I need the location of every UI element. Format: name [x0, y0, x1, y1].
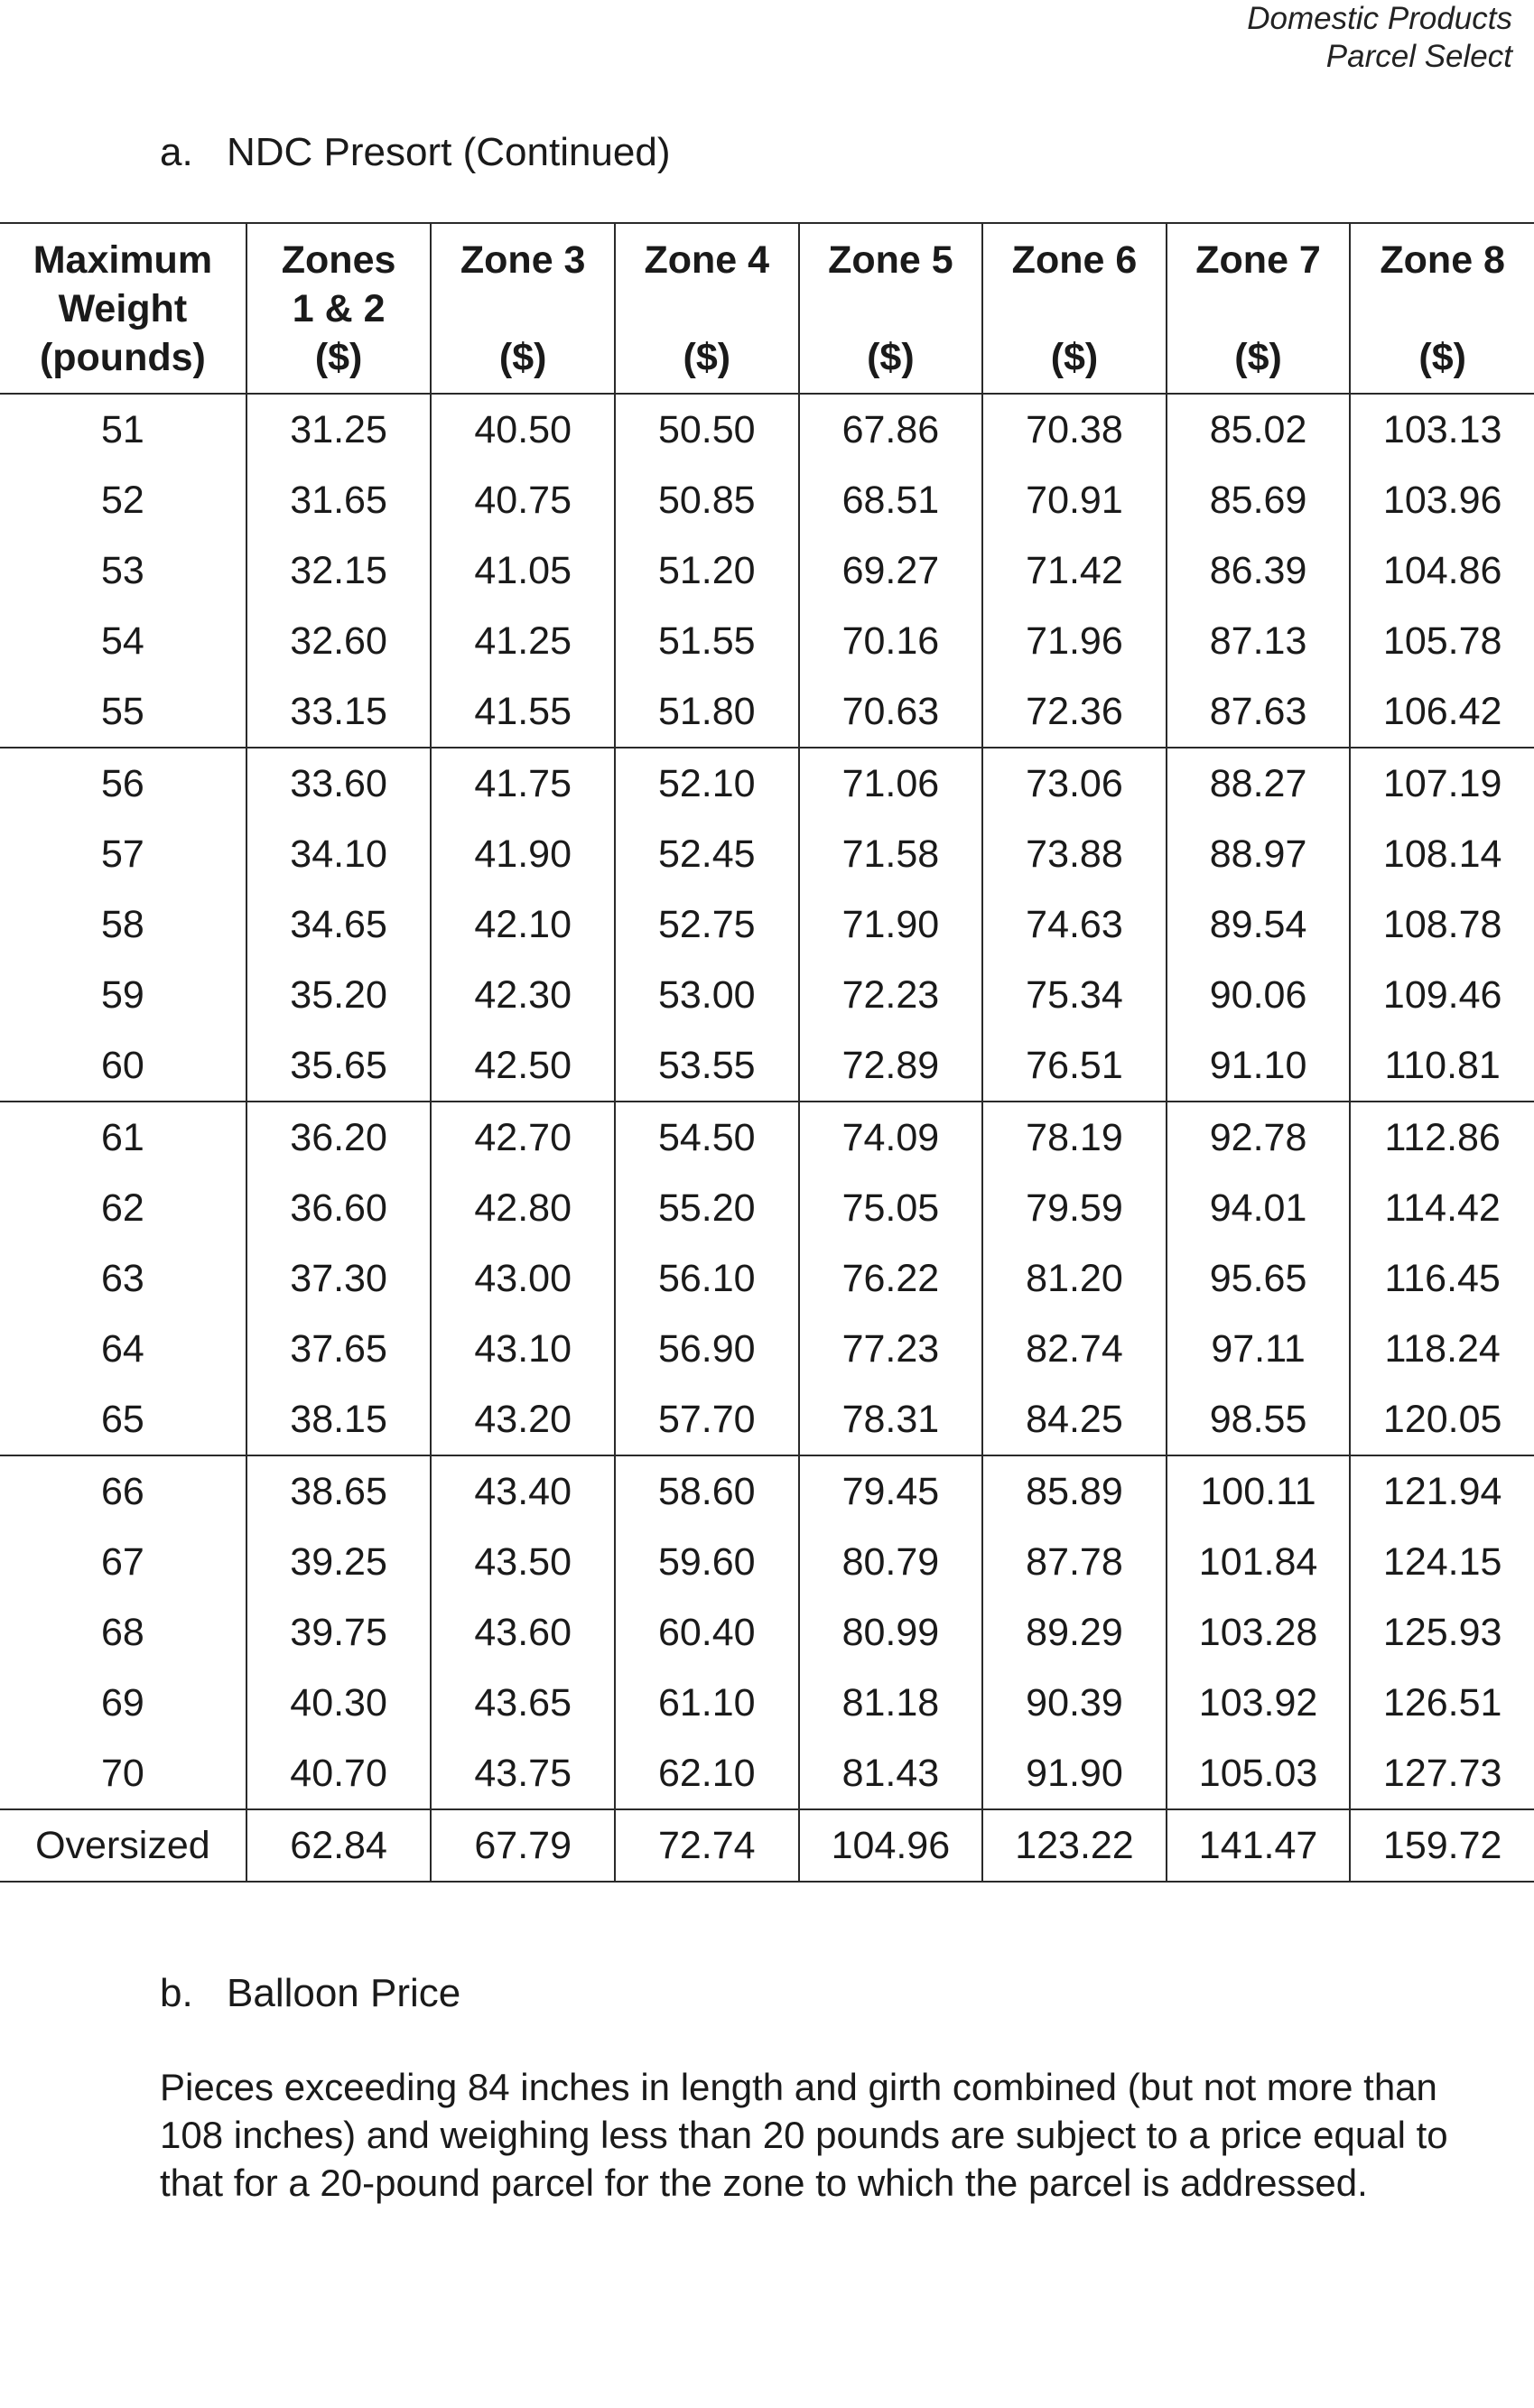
price-cell: 53.55 [615, 1030, 799, 1102]
price-cell: 41.90 [431, 819, 615, 889]
price-cell: 41.25 [431, 606, 615, 676]
price-cell: 126.51 [1350, 1668, 1534, 1738]
price-cell: 43.65 [431, 1668, 615, 1738]
weight-cell: 69 [100, 1681, 144, 1725]
price-cell: 33.15 [246, 676, 432, 748]
price-cell: 58.60 [615, 1455, 799, 1527]
section-a-title: NDC Presort (Continued) [227, 130, 671, 174]
price-cell: 52.10 [615, 748, 799, 819]
price-cell: 35.20 [246, 960, 432, 1030]
price-cell: 71.58 [799, 819, 983, 889]
table-row [0, 1455, 1534, 1527]
price-cell: 103.28 [1167, 1597, 1351, 1668]
column-header-line [1167, 285, 1350, 332]
price-cell: 159.72 [1350, 1809, 1534, 1882]
weight-cell: 53 [100, 549, 144, 592]
weight-cell: 65 [0, 1384, 246, 1455]
price-cell: 86.39 [1167, 535, 1351, 606]
price-cell: 98.55 [1167, 1384, 1351, 1455]
price-cell: 118.24 [1350, 1314, 1534, 1384]
table-row [0, 1527, 1534, 1597]
price-cell: 75.34 [982, 960, 1167, 1030]
table-row [0, 1030, 1534, 1102]
price-cell: 80.99 [799, 1597, 983, 1668]
price-cell: 61.10 [615, 1668, 799, 1738]
price-cell: 51.80 [615, 676, 799, 748]
price-cell: 71.06 [799, 748, 983, 819]
column-header-line: (pounds) [39, 335, 206, 379]
column-header-line: ($) [314, 335, 363, 379]
price-cell: 100.11 [1167, 1455, 1351, 1527]
price-cell: 50.85 [615, 465, 799, 535]
price-cell: 38.65 [246, 1455, 432, 1527]
price-cell: 85.89 [982, 1455, 1167, 1527]
section-a-marker: a. [160, 130, 193, 174]
price-cell: 37.30 [246, 1243, 432, 1314]
table-row [0, 748, 1534, 819]
price-cell: 74.09 [799, 1102, 983, 1173]
weight-cell: 54 [100, 619, 144, 663]
price-cell: 70.38 [982, 394, 1167, 465]
price-cell: 32.15 [246, 535, 432, 606]
price-cell: 36.60 [246, 1173, 432, 1243]
column-header [799, 223, 983, 394]
price-cell: 31.25 [246, 394, 432, 465]
price-cell: 90.06 [1167, 960, 1351, 1030]
price-cell: 62.10 [615, 1738, 799, 1809]
table-row [0, 1384, 1534, 1455]
column-header [246, 223, 432, 394]
weight-cell: Oversized [0, 1809, 246, 1882]
price-cell: 103.96 [1350, 465, 1534, 535]
column-header-line [1351, 285, 1534, 332]
price-cell: 68.51 [799, 465, 983, 535]
price-cell: 80.79 [799, 1527, 983, 1597]
price-cell: 33.60 [246, 748, 432, 819]
price-cell: 107.19 [1350, 748, 1534, 819]
price-cell: 104.96 [799, 1809, 983, 1882]
price-cell: 120.05 [1350, 1384, 1534, 1455]
column-header-line: Zone 6 [1011, 237, 1138, 282]
price-cell: 85.02 [1167, 394, 1351, 465]
column-header [1350, 223, 1534, 394]
column-header [982, 223, 1167, 394]
price-cell: 78.19 [982, 1102, 1167, 1173]
price-cell: 74.63 [982, 889, 1167, 960]
price-cell: 104.86 [1350, 535, 1534, 606]
table-row [0, 1243, 1534, 1314]
price-cell: 92.78 [1167, 1102, 1351, 1173]
column-header [0, 223, 246, 394]
price-cell: 43.50 [431, 1527, 615, 1597]
price-cell: 34.10 [246, 819, 432, 889]
column-header-line: ($) [498, 335, 547, 379]
price-cell: 73.88 [982, 819, 1167, 889]
price-cell: 70.91 [982, 465, 1167, 535]
column-header-line: Maximum [33, 237, 213, 282]
price-cell: 105.03 [1167, 1738, 1351, 1809]
price-cell: 39.25 [246, 1527, 432, 1597]
table-row [0, 1738, 1534, 1809]
price-cell: 41.75 [431, 748, 615, 819]
price-cell: 78.31 [799, 1384, 983, 1455]
price-cell: 39.75 [246, 1597, 432, 1668]
price-cell: 43.40 [431, 1455, 615, 1527]
price-cell: 36.20 [246, 1102, 432, 1173]
table-row [0, 676, 1534, 748]
weight-cell: 64 [100, 1327, 144, 1371]
price-cell: 94.01 [1167, 1173, 1351, 1243]
price-cell: 35.65 [246, 1030, 432, 1102]
table-row [0, 889, 1534, 960]
price-cell: 89.29 [982, 1597, 1167, 1668]
column-header-line [432, 285, 614, 332]
price-cell: 90.39 [982, 1668, 1167, 1738]
table-row [0, 1102, 1534, 1173]
price-cell: 69.27 [799, 535, 983, 606]
price-cell: 51.55 [615, 606, 799, 676]
weight-cell: 56 [100, 762, 144, 805]
price-cell: 52.75 [615, 889, 799, 960]
price-cell: 79.59 [982, 1173, 1167, 1243]
price-cell: 85.69 [1167, 465, 1351, 535]
table-row [0, 960, 1534, 1030]
price-cell: 82.74 [982, 1314, 1167, 1384]
rate-table [0, 222, 1534, 1883]
price-cell: 97.11 [1167, 1314, 1351, 1384]
price-cell: 106.42 [1350, 676, 1534, 748]
price-cell: 88.97 [1167, 819, 1351, 889]
table-row [0, 394, 1534, 465]
price-cell: 125.93 [1350, 1597, 1534, 1668]
price-cell: 53.00 [615, 960, 799, 1030]
weight-cell: 51 [100, 408, 144, 451]
price-cell: 121.94 [1350, 1455, 1534, 1527]
column-header-line: Zone 8 [1380, 237, 1505, 282]
weight-cell: 67 [100, 1540, 144, 1584]
price-cell: 110.81 [1350, 1030, 1534, 1102]
price-cell: 81.18 [799, 1668, 983, 1738]
price-cell: 67.79 [431, 1809, 615, 1882]
price-cell: 54.50 [615, 1102, 799, 1173]
table-header-row [0, 223, 1534, 394]
price-cell: 91.10 [1167, 1030, 1351, 1102]
price-cell: 42.50 [431, 1030, 615, 1102]
column-header-line: Zone 3 [460, 237, 586, 282]
header-line-1: Domestic Products [1247, 1, 1512, 36]
header-line-2: Parcel Select [1325, 39, 1512, 74]
price-cell: 124.15 [1350, 1527, 1534, 1597]
column-header [615, 223, 799, 394]
price-cell: 75.05 [799, 1173, 983, 1243]
section-b-title: Balloon Price [227, 1971, 461, 2015]
column-header-line: ($) [683, 335, 731, 379]
price-cell: 108.78 [1350, 889, 1534, 960]
weight-cell: 60 [0, 1030, 246, 1102]
price-cell: 51.20 [615, 535, 799, 606]
price-cell: 105.78 [1350, 606, 1534, 676]
price-cell: 71.96 [982, 606, 1167, 676]
price-cell: 108.14 [1350, 819, 1534, 889]
weight-cell: 59 [100, 973, 144, 1017]
price-cell: 77.23 [799, 1314, 983, 1384]
price-cell: 42.10 [431, 889, 615, 960]
price-cell: 95.65 [1167, 1243, 1351, 1314]
price-cell: 87.78 [982, 1527, 1167, 1597]
price-cell: 141.47 [1167, 1809, 1351, 1882]
price-cell: 76.51 [982, 1030, 1167, 1102]
weight-cell: 70 [0, 1738, 246, 1809]
price-cell: 57.70 [615, 1384, 799, 1455]
price-cell: 127.73 [1350, 1738, 1534, 1809]
price-cell: 70.63 [799, 676, 983, 748]
price-cell: 31.65 [246, 465, 432, 535]
weight-cell: 58 [100, 903, 144, 946]
price-cell: 91.90 [982, 1738, 1167, 1809]
price-cell: 41.05 [431, 535, 615, 606]
table-row [0, 1314, 1534, 1384]
balloon-price-paragraph: Pieces exceeding 84 inches in length and girth combined (but not more than 108 inches) and weighing less than 20 pounds are subject to a price equal to that for a 20-pound parcel for the zone to which the parcel is addressed. [160, 2066, 1448, 2204]
column-header [1167, 223, 1351, 394]
table-row [0, 819, 1534, 889]
price-cell: 62.84 [246, 1809, 432, 1882]
table-row [0, 606, 1534, 676]
section-a-heading [160, 129, 671, 176]
price-cell: 84.25 [982, 1384, 1167, 1455]
price-cell: 37.65 [246, 1314, 432, 1384]
price-cell: 40.50 [431, 394, 615, 465]
price-cell: 43.20 [431, 1384, 615, 1455]
running-header [1247, 0, 1512, 76]
price-cell: 34.65 [246, 889, 432, 960]
table-row [0, 1809, 1534, 1882]
price-cell: 81.20 [982, 1243, 1167, 1314]
price-cell: 43.75 [431, 1738, 615, 1809]
table-row [0, 1173, 1534, 1243]
table-body [0, 394, 1534, 1882]
price-cell: 81.43 [799, 1738, 983, 1809]
price-cell: 43.60 [431, 1597, 615, 1668]
price-cell: 40.30 [246, 1668, 432, 1738]
price-cell: 101.84 [1167, 1527, 1351, 1597]
column-header-line: Zone 4 [644, 237, 770, 282]
price-cell: 42.70 [431, 1102, 615, 1173]
price-cell: 103.92 [1167, 1668, 1351, 1738]
price-cell: 71.42 [982, 535, 1167, 606]
table-row [0, 1668, 1534, 1738]
weight-cell: 57 [100, 832, 144, 876]
section-b-heading [160, 1970, 460, 2017]
weight-cell: 63 [100, 1257, 144, 1300]
price-cell: 103.13 [1350, 394, 1534, 465]
weight-cell: 62 [100, 1186, 144, 1230]
column-header-line [616, 285, 798, 332]
price-cell: 40.70 [246, 1738, 432, 1809]
weight-cell: 52 [100, 479, 144, 522]
price-cell: 43.00 [431, 1243, 615, 1314]
price-cell: 114.42 [1350, 1173, 1534, 1243]
price-cell: 42.80 [431, 1173, 615, 1243]
price-cell: 55.20 [615, 1173, 799, 1243]
price-cell: 79.45 [799, 1455, 983, 1527]
price-cell: 89.54 [1167, 889, 1351, 960]
price-cell: 59.60 [615, 1527, 799, 1597]
price-cell: 42.30 [431, 960, 615, 1030]
table-row [0, 465, 1534, 535]
price-cell: 72.23 [799, 960, 983, 1030]
price-cell: 87.13 [1167, 606, 1351, 676]
price-cell: 56.10 [615, 1243, 799, 1314]
price-cell: 116.45 [1350, 1243, 1534, 1314]
price-cell: 73.06 [982, 748, 1167, 819]
price-cell: 32.60 [246, 606, 432, 676]
price-cell: 38.15 [246, 1384, 432, 1455]
price-cell: 70.16 [799, 606, 983, 676]
weight-cell: 66 [100, 1470, 144, 1513]
column-header-line: 1 & 2 [292, 286, 386, 330]
weight-cell: 68 [100, 1611, 144, 1654]
price-cell: 76.22 [799, 1243, 983, 1314]
price-cell: 123.22 [982, 1809, 1167, 1882]
weight-cell: 55 [0, 676, 246, 748]
column-header-line: ($) [1418, 335, 1466, 379]
price-cell: 50.50 [615, 394, 799, 465]
section-b-marker: b. [160, 1971, 193, 2015]
column-header-line: Zones [281, 237, 396, 282]
price-cell: 112.86 [1350, 1102, 1534, 1173]
price-cell: 72.36 [982, 676, 1167, 748]
price-cell: 43.10 [431, 1314, 615, 1384]
column-header-line: Zone 7 [1195, 237, 1321, 282]
column-header [431, 223, 615, 394]
price-cell: 72.89 [799, 1030, 983, 1102]
price-cell: 56.90 [615, 1314, 799, 1384]
column-header-line: Zone 5 [828, 237, 953, 282]
column-header-line [800, 285, 982, 332]
weight-cell: 61 [100, 1116, 144, 1159]
price-cell: 52.45 [615, 819, 799, 889]
price-cell: 67.86 [799, 394, 983, 465]
column-header-line [983, 285, 1166, 332]
column-header-line: ($) [1050, 335, 1099, 379]
price-cell: 60.40 [615, 1597, 799, 1668]
price-cell: 41.55 [431, 676, 615, 748]
column-header-line: Weight [58, 286, 188, 330]
price-cell: 88.27 [1167, 748, 1351, 819]
table-row [0, 1597, 1534, 1668]
price-cell: 71.90 [799, 889, 983, 960]
column-header-line: ($) [867, 335, 915, 379]
price-cell: 72.74 [615, 1809, 799, 1882]
column-header-line: ($) [1234, 335, 1282, 379]
price-cell: 87.63 [1167, 676, 1351, 748]
price-cell: 109.46 [1350, 960, 1534, 1030]
table-row [0, 535, 1534, 606]
price-cell: 40.75 [431, 465, 615, 535]
